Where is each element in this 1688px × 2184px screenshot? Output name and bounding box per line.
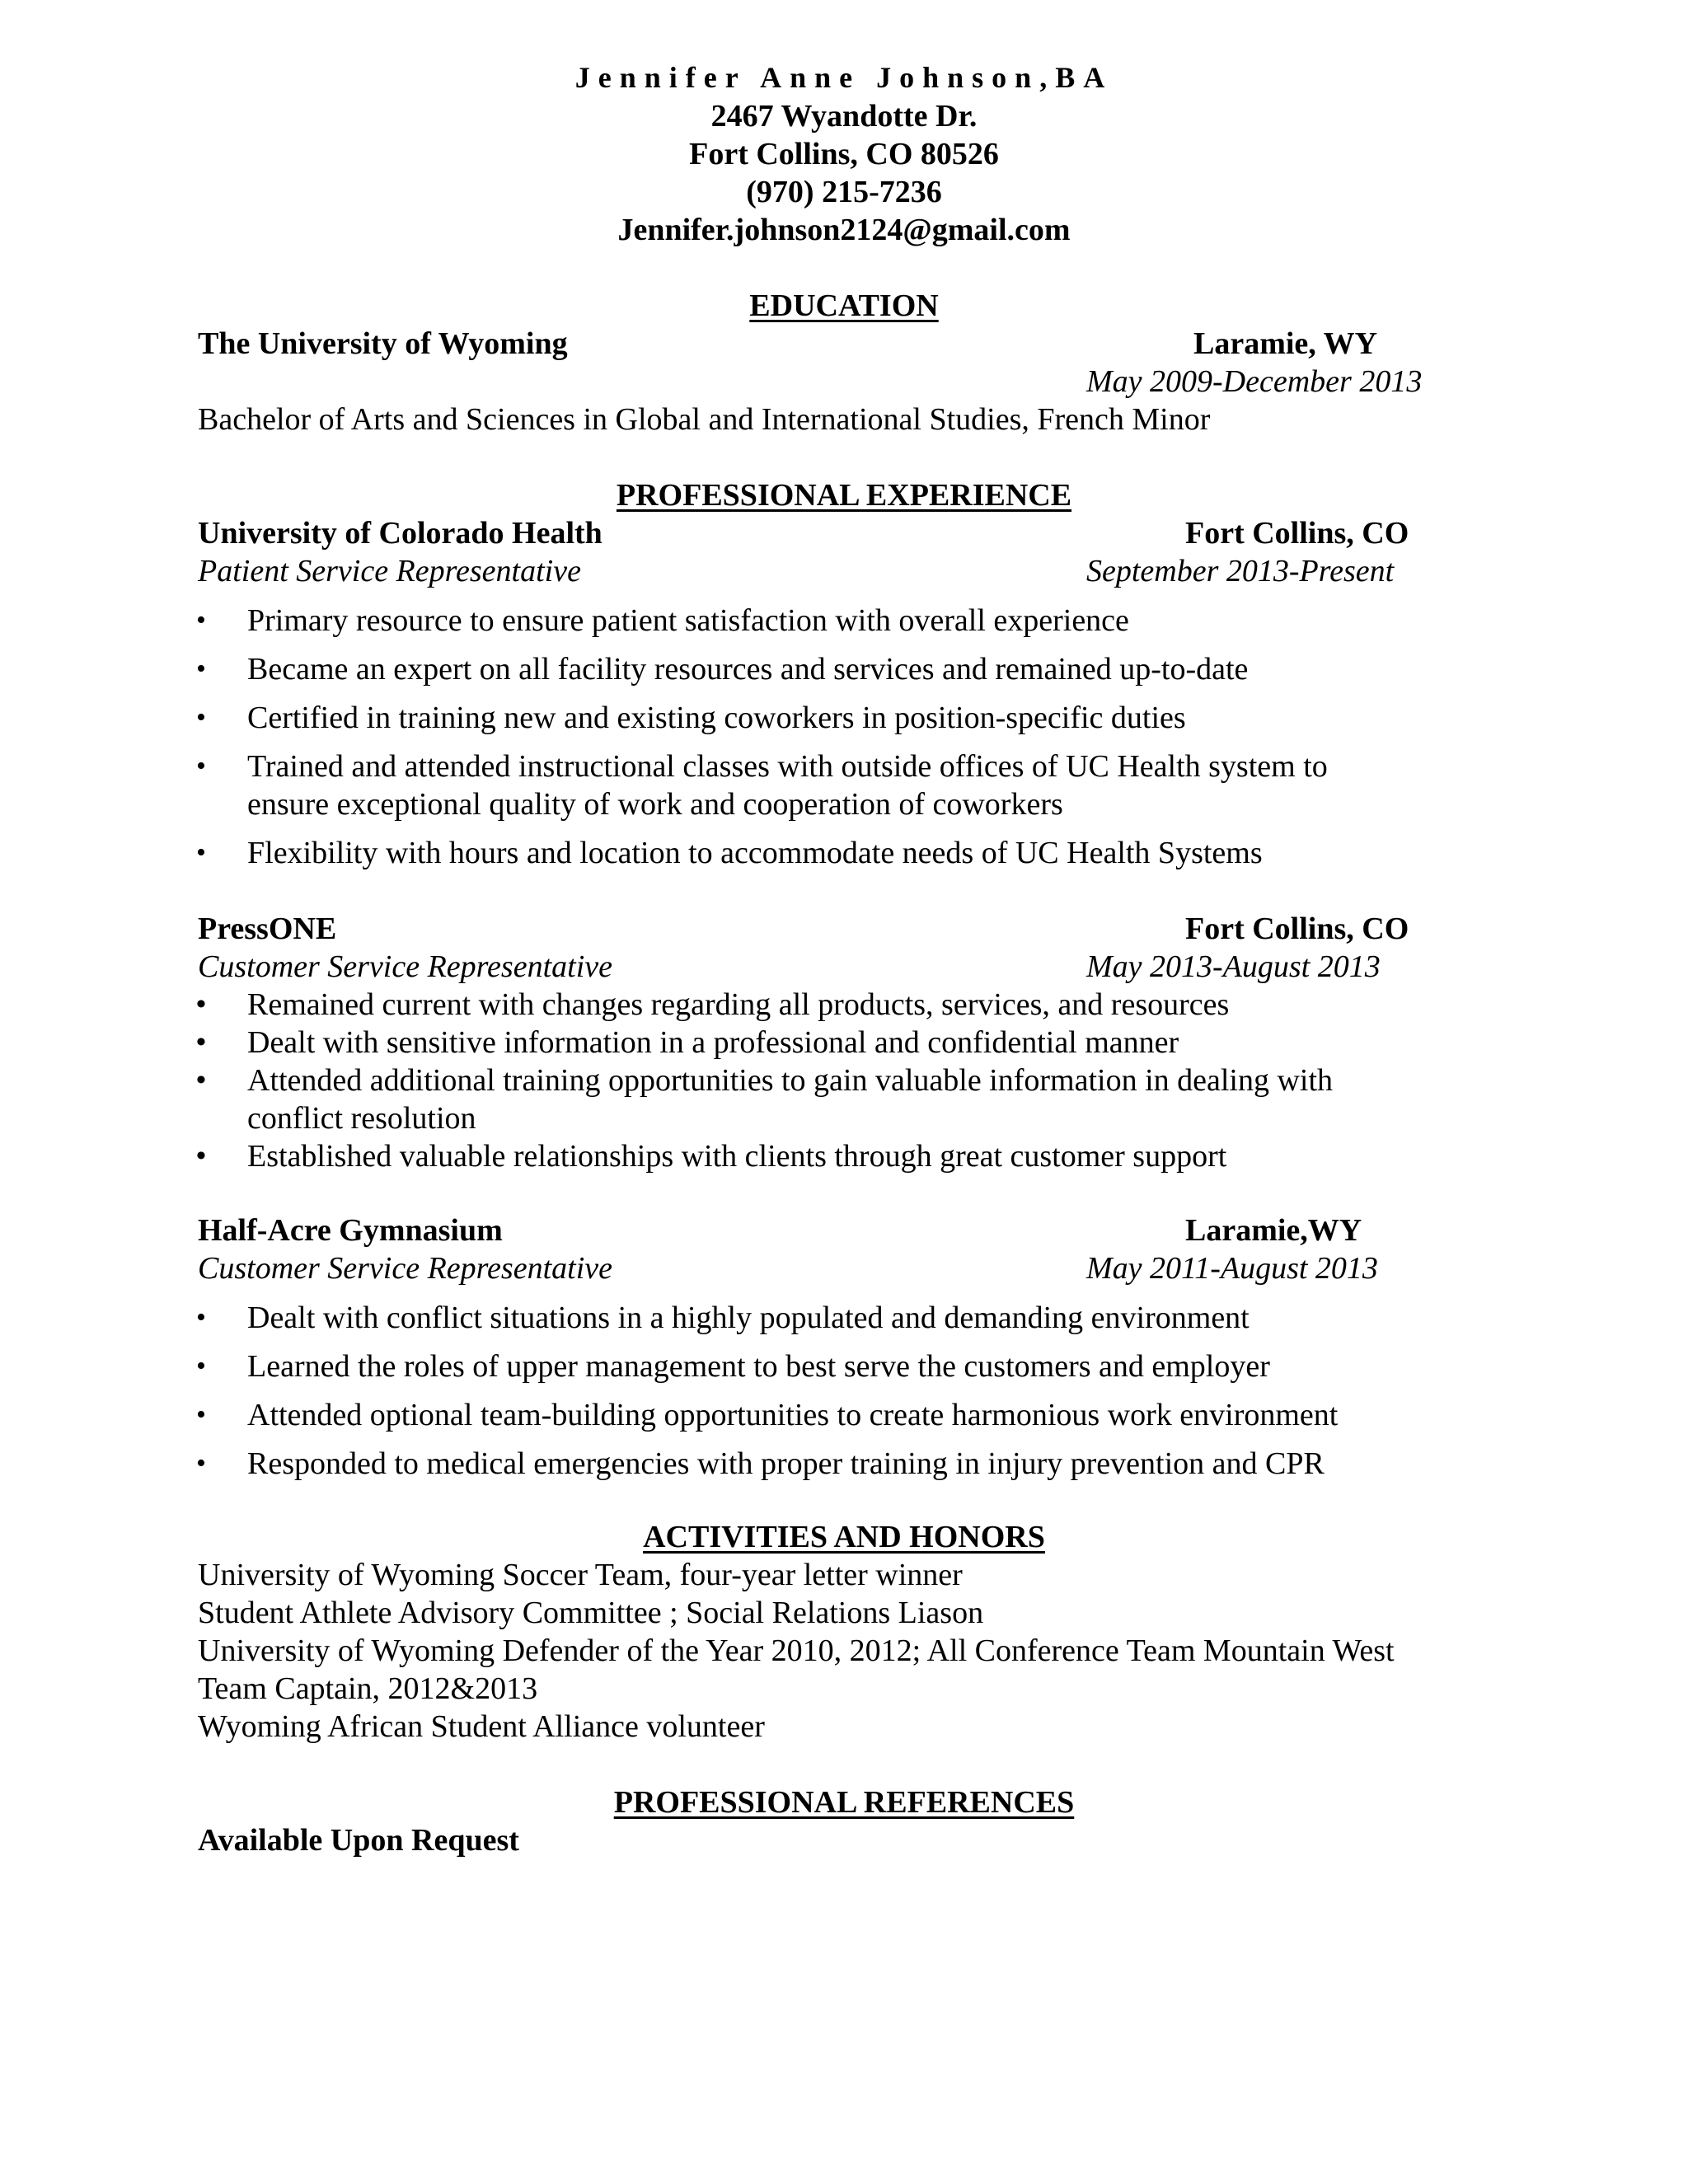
bullet-marker: • — [196, 1351, 206, 1381]
bullet-marker: • — [196, 837, 206, 868]
job-2-location: Fort Collins, CO — [1185, 912, 1409, 946]
job-2-bullet-1: Remained current with changes regarding all products, services, and resources — [247, 987, 1230, 1022]
job-1-organization: University of Colorado Health — [198, 516, 603, 551]
job-3-location: Laramie,WY — [1185, 1213, 1362, 1248]
job-2-organization: PressONE — [198, 912, 337, 946]
job-2-bullet-4: Established valuable relationships with clients through great customer support — [247, 1139, 1227, 1174]
job-3-bullet-2: Learned the roles of upper management to best serve the customers and employer — [247, 1349, 1270, 1384]
bullet-marker: • — [196, 751, 206, 781]
bullet-marker: • — [196, 605, 206, 635]
education-location: Laramie, WY — [1193, 326, 1378, 361]
job-2-bullet-3-cont: conflict resolution — [247, 1101, 476, 1136]
job-1-bullet-4: Trained and attended instructional classes with outside offices of UC Health system to — [247, 749, 1328, 784]
job-3-bullet-1: Dealt with conflict situations in a highly populated and demanding environment — [247, 1301, 1250, 1335]
job-2-dates: May 2013-August 2013 — [1086, 949, 1381, 984]
experience-heading: PROFESSIONAL EXPERIENCE — [616, 478, 1072, 513]
address-street: 2467 Wyandotte Dr. — [710, 99, 978, 134]
job-3-organization: Half-Acre Gymnasium — [198, 1213, 503, 1248]
job-1-bullet-5: Flexibility with hours and location to accommodate needs of UC Health Systems — [247, 836, 1263, 870]
bullet-marker: • — [196, 654, 206, 684]
job-1-location: Fort Collins, CO — [1185, 516, 1409, 551]
bullet-marker: • — [196, 1302, 206, 1333]
job-1-title: Patient Service Representative — [198, 554, 581, 588]
bullet-marker: • — [196, 1065, 206, 1095]
references-text: Available Upon Request — [198, 1823, 519, 1858]
activities-heading: ACTIVITIES AND HONORS — [643, 1520, 1045, 1554]
job-2-bullet-3: Attended additional training opportunities to gain valuable information in dealing with — [247, 1063, 1334, 1098]
activity-line-5: Wyoming African Student Alliance volunteer — [198, 1709, 765, 1744]
job-1-bullet-4-cont: ensure exceptional quality of work and cooperation of coworkers — [247, 787, 1063, 822]
education-school: The University of Wyoming — [198, 326, 568, 361]
bullet-marker: • — [196, 989, 206, 1019]
phone-number: (970) 215-7236 — [746, 175, 942, 209]
bullet-marker: • — [196, 702, 206, 733]
education-degree: Bachelor of Arts and Sciences in Global and International Studies, French Minor — [198, 402, 1211, 437]
activity-line-3: University of Wyoming Defender of the Year 2010, 2012; All Conference Team Mountain West — [198, 1633, 1395, 1668]
job-3-title: Customer Service Representative — [198, 1251, 612, 1286]
job-1-bullet-2: Became an expert on all facility resources and services and remained up-to-date — [247, 652, 1249, 687]
education-heading: EDUCATION — [749, 288, 939, 323]
job-1-dates: September 2013-Present — [1086, 554, 1395, 588]
job-3-bullet-4: Responded to medical emergencies with proper training in injury prevention and CPR — [247, 1446, 1325, 1481]
activity-line-4: Team Captain, 2012&2013 — [198, 1671, 538, 1706]
job-1-bullet-3: Certified in training new and existing coworkers in position-specific duties — [247, 701, 1186, 735]
education-dates: May 2009-December 2013 — [1086, 364, 1423, 399]
bullet-marker: • — [196, 1399, 206, 1430]
references-heading: PROFESSIONAL REFERENCES — [613, 1785, 1075, 1820]
job-3-bullet-3: Attended optional team-building opportunities to create harmonious work environment — [247, 1398, 1339, 1432]
address-city: Fort Collins, CO 80526 — [689, 137, 999, 171]
job-2-title: Customer Service Representative — [198, 949, 612, 984]
bullet-marker: • — [196, 1027, 206, 1057]
resume-name: Jennifer Anne Johnson,BA — [574, 61, 1114, 94]
bullet-marker: • — [196, 1141, 206, 1171]
job-2-bullet-2: Dealt with sensitive information in a professional and confidential manner — [247, 1025, 1179, 1060]
bullet-marker: • — [196, 1448, 206, 1479]
email-address: Jennifer.johnson2124@gmail.com — [617, 213, 1071, 247]
activity-line-1: University of Wyoming Soccer Team, four-year letter winner — [198, 1558, 963, 1592]
job-1-bullet-1: Primary resource to ensure patient satisfaction with overall experience — [247, 603, 1129, 638]
activity-line-2: Student Athlete Advisory Committee ; Social Relations Liason — [198, 1596, 984, 1630]
job-3-dates: May 2011-August 2013 — [1086, 1251, 1378, 1286]
